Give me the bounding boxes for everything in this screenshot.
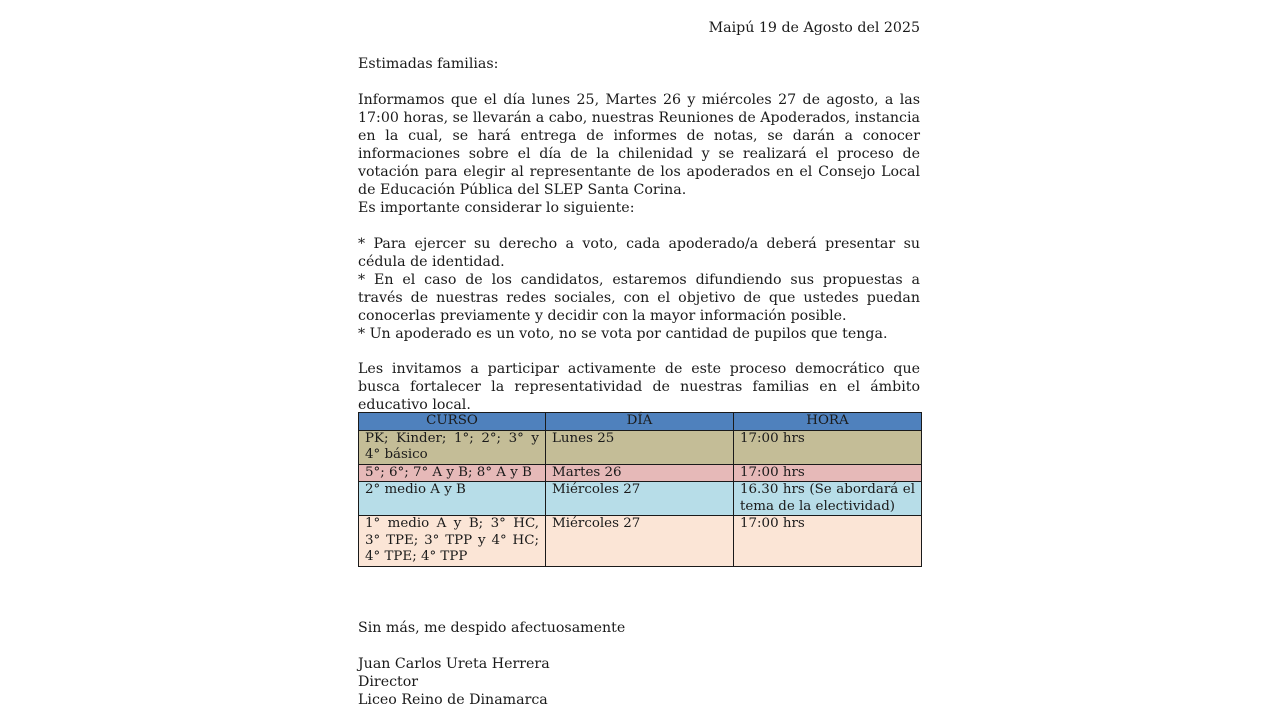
cell-dia: Miércoles 27: [546, 516, 734, 567]
table-row: [359, 430, 922, 464]
signature-school: Liceo Reino de Dinamarca: [358, 692, 548, 708]
cell-curso: PK; Kinder; 1°; 2°; 3° y 4° básico: [359, 430, 546, 464]
header-dia: DÍA: [546, 413, 734, 431]
cell-curso: 1° medio A y B; 3° HC, 3° TPE; 3° TPP y 4° HC; 4° TPE; 4° TPP: [359, 516, 546, 567]
schedule-table: [358, 412, 922, 567]
letter-date: Maipú 19 de Agosto del 2025: [708, 20, 920, 36]
letter-bullet-list: [358, 235, 920, 343]
letter-important-heading: Es importante considerar lo siguiente:: [358, 200, 635, 216]
letter-invite-paragraph: Les invitamos a participar activamente de este proceso democrático que busca fortalecer la representatividad de nuestras familias en el ámbito educativo local.: [358, 361, 920, 413]
cell-hora: 16.30 hrs (Se abordará el tema de la electividad): [734, 482, 922, 516]
bullet-item: * Para ejercer su derecho a voto, cada apoderado/a deberá presentar su cédula de identidad.: [358, 236, 920, 270]
table-row: [359, 464, 922, 482]
table-row: [359, 516, 922, 567]
letter-signature-block: [358, 655, 920, 709]
header-curso: CURSO: [359, 413, 546, 431]
cell-hora: 17:00 hrs: [734, 430, 922, 464]
schedule-header-row: [359, 413, 922, 431]
header-hora: HORA: [734, 413, 922, 431]
cell-curso: 5°; 6°; 7° A y B; 8° A y B: [359, 464, 546, 482]
table-row: [359, 482, 922, 516]
letter-intro-paragraph: Informamos que el día lunes 25, Martes 26 y miércoles 27 de agosto, a las 17:00 horas, se llevarán a cabo, nuestras Reuniones de Apoderados, instancia en la cual, se hará entrega de informes de notas, se darán a conocer informaciones sobre el día de la chilenidad y se realizará el proceso de votación para elegir al representante de los apoderados en el Consejo Local de Educación Pública del SLEP Santa Corina.: [358, 92, 920, 198]
cell-dia: Lunes 25: [546, 430, 734, 464]
cell-dia: Miércoles 27: [546, 482, 734, 516]
letter-greeting: Estimadas familias:: [358, 56, 499, 72]
cell-curso: 2° medio A y B: [359, 482, 546, 516]
signature-role: Director: [358, 674, 419, 690]
bullet-item: * En el caso de los candidatos, estaremos difundiendo sus propuestas a través de nuestras redes sociales, con el objetivo de que ustedes puedan conocerlas previamente y decidir con la mayor información posible.: [358, 272, 920, 324]
letter-closing: Sin más, me despido afectuosamente: [358, 620, 626, 636]
cell-hora: 17:00 hrs: [734, 516, 922, 567]
cell-hora: 17:00 hrs: [734, 464, 922, 482]
bullet-item: * Un apoderado es un voto, no se vota por cantidad de pupilos que tenga.: [358, 326, 888, 342]
cell-dia: Martes 26: [546, 464, 734, 482]
signature-name: Juan Carlos Ureta Herrera: [358, 656, 550, 672]
